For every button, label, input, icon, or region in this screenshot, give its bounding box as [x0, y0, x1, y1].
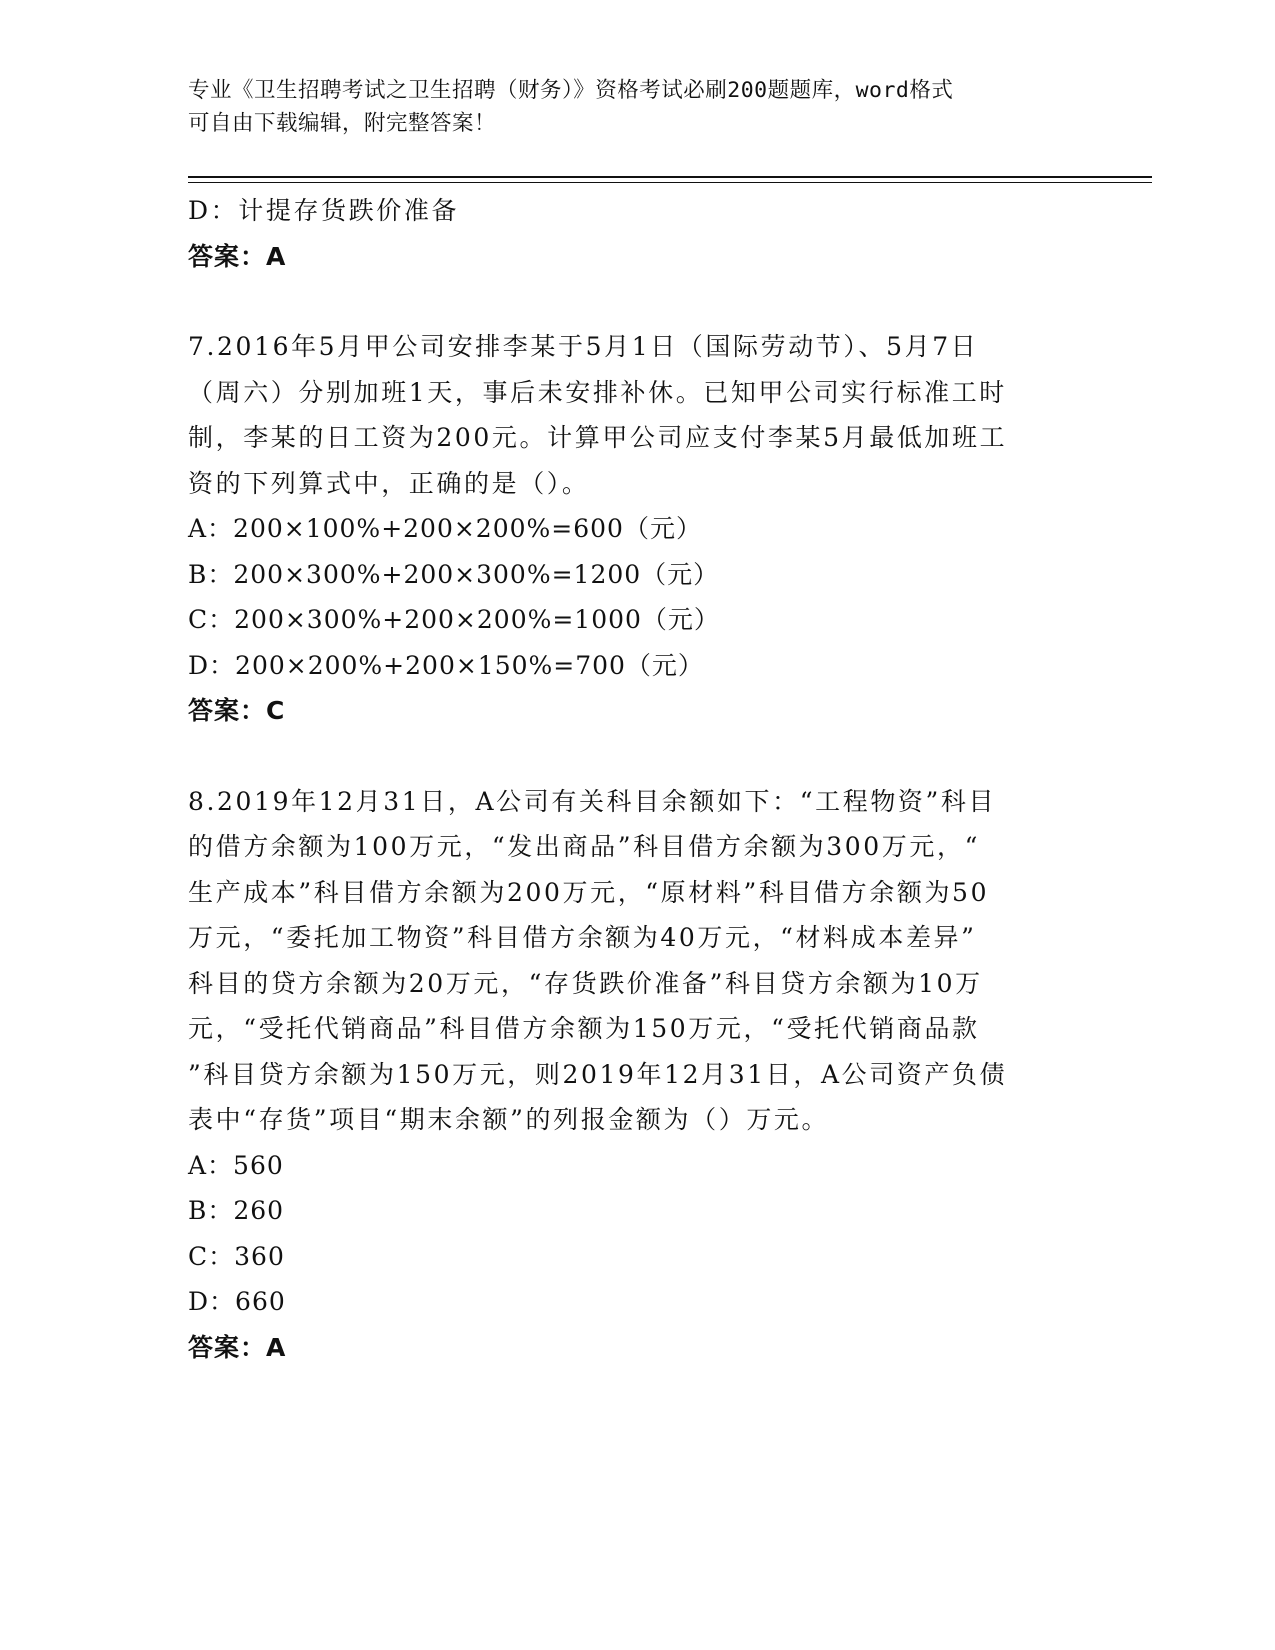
- question-8: [188, 779, 1088, 1371]
- q8-stem-line: 的借方余额为100万元，“发出商品”科目借方余额为300万元，“: [188, 832, 980, 861]
- q8-stem-line: 8.2019年12月31日，A公司有关科目余额如下：“工程物资”科目: [188, 786, 997, 816]
- spacer: [188, 734, 1088, 779]
- question-7: [188, 324, 1088, 734]
- header-divider-thick: [188, 176, 1152, 178]
- prev-answer: 答案：A: [188, 241, 287, 271]
- question-content: [188, 188, 1088, 1370]
- q7-option-a: A：200×100%+200×200%=600（元）: [188, 514, 702, 543]
- q8-option-b: B：260: [188, 1196, 285, 1225]
- q8-answer: 答案：A: [188, 1332, 287, 1362]
- q7-option-c: C：200×300%+200×200%=1000（元）: [188, 605, 720, 634]
- q7-stem-line: 7.2016年5月甲公司安排李某于5月1日（国际劳动节）、5月7日: [188, 332, 979, 361]
- spacer: [188, 279, 1088, 324]
- q7-stem-line: 制，李某的日工资为200元。计算甲公司应支付李某5月最低加班工: [188, 423, 1008, 452]
- q7-option-d: D：200×200%+200×150%=700（元）: [188, 650, 704, 680]
- q7-stem-line: 资的下列算式中，正确的是（）。: [188, 468, 590, 498]
- q7-option-b: B：200×300%+200×300%=1200（元）: [188, 559, 720, 589]
- prev-option-d: D：计提存货跌价准备: [188, 196, 460, 225]
- document-header: [188, 74, 1068, 140]
- q7-answer: 答案：C: [188, 696, 286, 725]
- header-line-2: 可自由下载编辑，附完整答案！: [188, 111, 497, 136]
- header-divider-thin: [188, 182, 1152, 183]
- q7-stem-line: （周六）分别加班1天，事后未安排补休。已知甲公司实行标准工时: [188, 377, 1007, 407]
- q8-stem-line: 表中“存货”项目“期末余额”的列报金额为（）万元。: [188, 1105, 830, 1134]
- q8-option-d: D：660: [188, 1287, 286, 1316]
- q8-option-c: C：360: [188, 1241, 285, 1271]
- q8-stem-line: 生产成本”科目借方余额为200万元，“原材料”科目借方余额为50: [188, 877, 990, 907]
- q8-option-a: A：560: [188, 1150, 284, 1180]
- header-line-1: 专业《卫生招聘考试之卫生招聘（财务）》资格考试必刷200题题库，word格式: [188, 78, 954, 103]
- q8-stem-line: 万元，“委托加工物资”科目借方余额为40万元，“材料成本差异”: [188, 923, 977, 952]
- q8-stem-line: 元，“受托代销商品”科目借方余额为150万元，“受托代销商品款: [188, 1014, 980, 1043]
- q8-stem-line: ”科目贷方余额为150万元，则2019年12月31日，A公司资产负债: [188, 1059, 1008, 1089]
- q8-stem-line: 科目的贷方余额为20万元，“存货跌价准备”科目贷方余额为10万: [188, 968, 983, 998]
